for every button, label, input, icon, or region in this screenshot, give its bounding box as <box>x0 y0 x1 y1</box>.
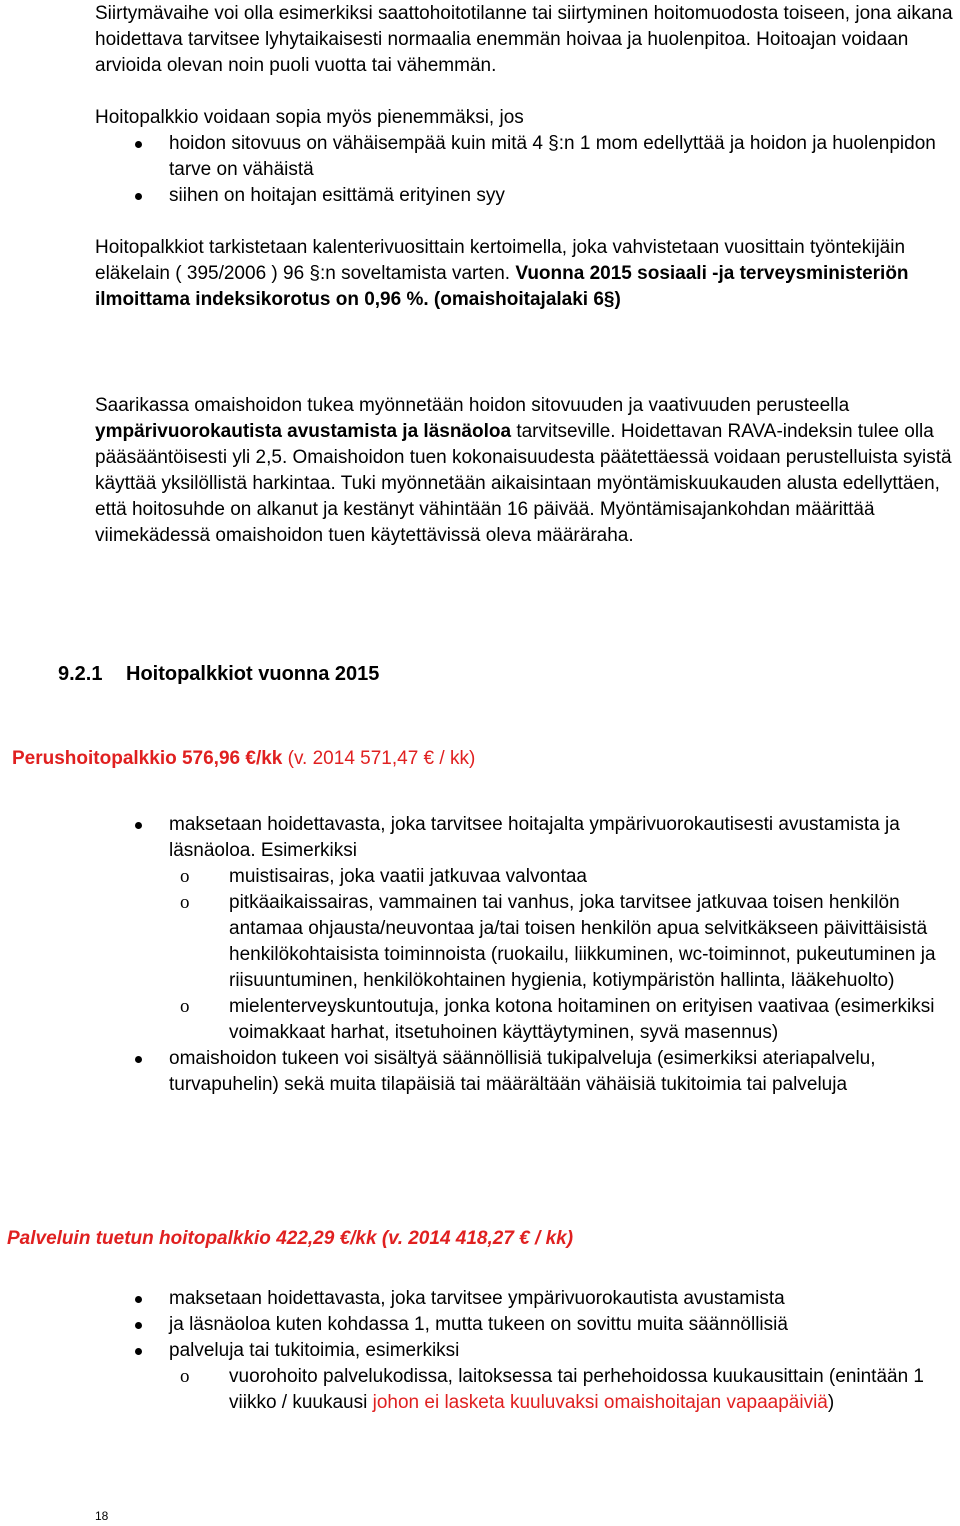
basic-fee-amount: Perushoitopalkkio 576,96 €/kk <box>12 748 283 769</box>
section-title: Hoitopalkkiot vuonna 2015 <box>126 663 380 685</box>
paragraph-smaller-fee-intro: Hoitopalkkio voidaan sopia myös pienemmäksi, jos <box>95 107 524 128</box>
section-number: 9.2.1 <box>58 663 103 685</box>
sub-list-item: o pitkäaikaissairas, vammainen tai vanhus, joka tarvitsee jatkuvaa toisen henkilön antamaa ohjausta/neuvontaa ja/tai toisen henkilön apua selvitkäkseen päivittäisistä henkilökohtaisista toiminnoista (ruokailu, liikkuminen, wc-toiminnot, pukeutuminen ja riisuuntuminen, henkilökohtainen hygienia, kotiympäristön hallinta, lääkehuolto) <box>169 890 954 994</box>
basic-fee-heading <box>12 746 475 772</box>
saarikka-text-a: Saarikassa omaishoidon tukea myönnetään hoidon sitovuuden ja vaativuuden perusteella <box>95 395 850 416</box>
respite-care-note: johon ei lasketa kuuluvaksi omaishoitajan vapaapäiviä <box>372 1392 828 1413</box>
paragraph-saarikka-support <box>95 393 957 549</box>
supported-fee-list <box>0 1286 960 1416</box>
list-item <box>0 812 960 1046</box>
sub-list-item <box>169 1364 954 1416</box>
basic-fee-examples <box>169 864 954 1046</box>
respite-care-text: vuorohoito palvelukodissa, laitoksessa tai perhehoidossa kuukausittain (enintään 1 viikko / kuukausi <box>229 1366 924 1413</box>
list-item: omaishoidon tukeen voi sisältyä säännöllisiä tukipalveluja (esimerkiksi ateriapalvelu, turvapuhelin) sekä muita tilapäisiä tai määrältään vähäisiä tukitoimia tai palveluja <box>0 1046 960 1098</box>
paragraph-fee-review <box>95 235 957 313</box>
supported-fee-services: palveluja tai tukitoimia, esimerkiksi <box>169 1340 460 1361</box>
fee-review-text: Hoitopalkkiot tarkistetaan kalenterivuosittain kertoimella, joka vahvistetaan vuosittain työntekijäin eläkelain ( 395/2006 ) 96 §:n soveltamista varten. <box>95 237 906 284</box>
paragraph-transition-phase: Siirtymävaihe voi olla esimerkiksi saattohoitotilanne tai siirtyminen hoitomuodosta toiseen, jona aikana hoidettava tarvitsee lyhytaikaisesti normaalia enemmän hoivaa ja huolenpitoa. Hoitoajan voidaan arvioida olevan noin puoli vuotta tai vähemmän. <box>95 3 953 76</box>
index-increase-text: Vuonna 2015 sosiaali -ja terveysministeriön ilmoittama indeksikorotus on 0,96 %. (omaishoitajalaki 6§) <box>95 263 909 310</box>
page-number: 18 <box>95 1509 109 1523</box>
supported-fee-heading: Palveluin tuetun hoitopalkkio 422,29 €/kk (v. 2014 418,27 € / kk) <box>7 1228 574 1249</box>
list-item: hoidon sitovuus on vähäisempää kuin mitä 4 §:n 1 mom edellyttää ja hoidon ja huolenpidon tarve on vähäistä <box>0 131 960 183</box>
smaller-fee-conditions-list <box>0 131 960 209</box>
sub-list-item: o muistisairas, joka vaatii jatkuvaa valvontaa <box>169 864 954 890</box>
basic-fee-previous: (v. 2014 571,47 € / kk) <box>287 748 476 769</box>
supported-fee-examples <box>169 1364 954 1416</box>
basic-fee-list <box>0 812 960 1098</box>
list-item: maksetaan hoidettavasta, joka tarvitsee ympärivuorokautista avustamista <box>0 1286 960 1312</box>
saarikka-text-b: tarvitseville. Hoidettavan RAVA-indeksin tulee olla pääsääntöisesti yli 2,5. Omaishoidon tuen kokonaisuudesta päätettäessä voidaan perustelluista syistä käyttää yksilöllistä harkintaa. Tuki myönnetään aikaisintaan myöntämiskuukauden alusta edellyttäen, että hoitosuhde on alkanut ja kestänyt vähintään 16 päivää. Myöntämisajankohdan määrittää viimekädessä omaishoidon tuen käytettävissä oleva määräraha. <box>95 421 952 546</box>
list-item: siihen on hoitajan esittämä erityinen syy <box>0 183 960 209</box>
section-heading <box>58 661 379 687</box>
sub-list-item: o mielenterveyskuntoutuja, jonka kotona hoitaminen on erityisen vaativaa (esimerkiksi voimakkaat harhat, itsetuhoinen käyttäytyminen, syvä masennus) <box>169 994 954 1046</box>
list-item <box>0 1338 960 1416</box>
basic-fee-criteria: maksetaan hoidettavasta, joka tarvitsee hoitajalta ympärivuorokautisesti avustamista ja läsnäoloa. Esimerkiksi <box>169 814 900 861</box>
respite-care-close: ) <box>827 1392 835 1413</box>
saarikka-bold-text: ympärivuorokautista avustamista ja läsnäoloa <box>95 421 512 442</box>
list-item: ja läsnäoloa kuten kohdassa 1, mutta tukeen on sovittu muita säännöllisiä <box>0 1312 960 1338</box>
